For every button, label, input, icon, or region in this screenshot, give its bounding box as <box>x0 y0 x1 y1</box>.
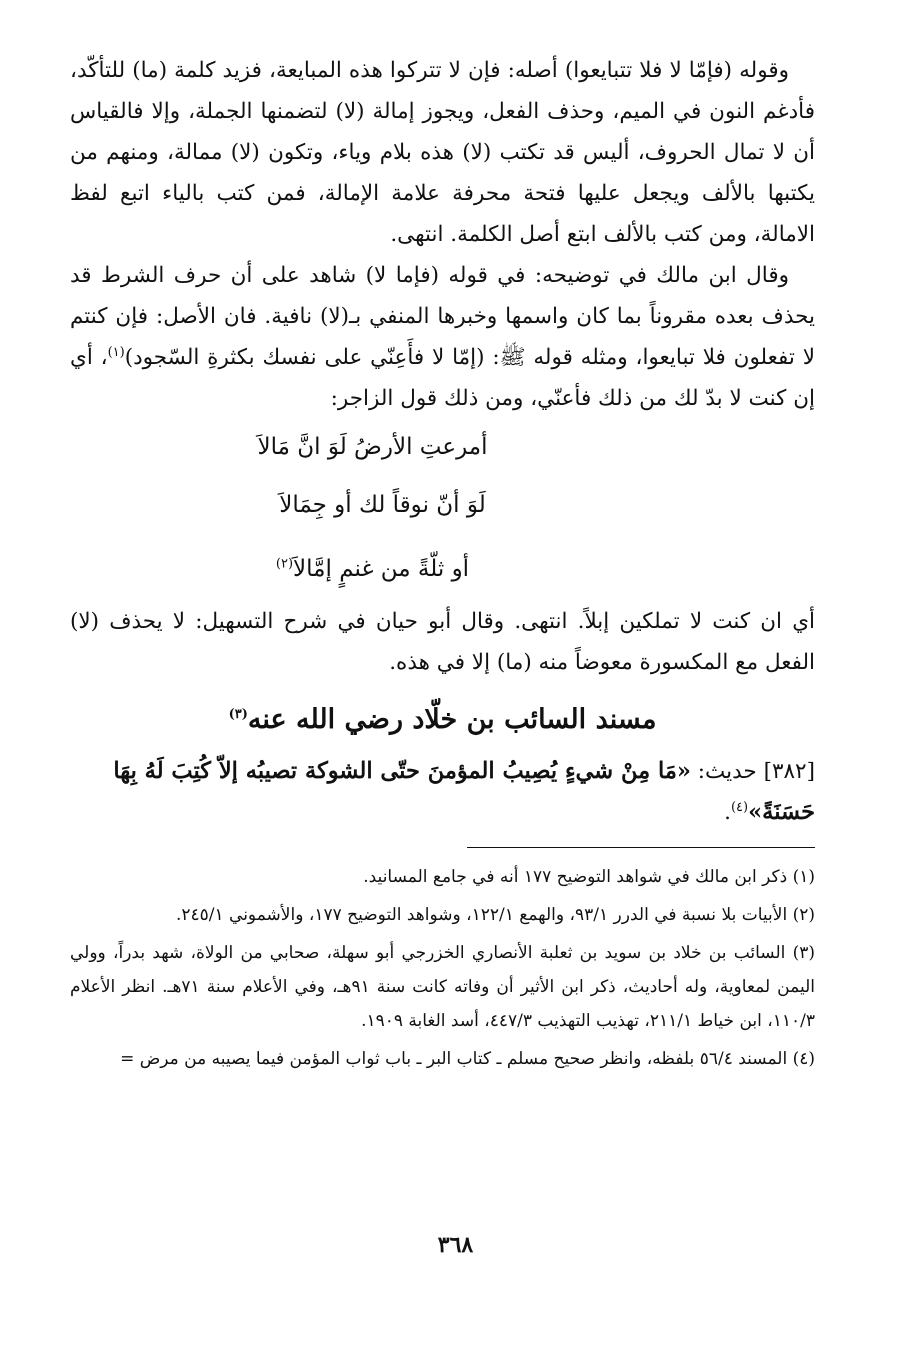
poem <box>70 421 815 601</box>
hadith-text: «مَا مِنْ شيءٍ يُصِيبُ المؤمنَ حتّى الشوكة تصيبُه إلاّ كُتِبَ لَهُ بِهَا حَسَنَةً» <box>113 758 815 825</box>
section-title: مسند السائب بن خلّاد رضي الله عنه <box>247 704 657 735</box>
paragraph-3: أي ان كنت لا تملكين إبلاً. انتهى. وقال أبو حيان في شرح التسهيل: لا يحذف (لا) الفعل مع المكسورة معوضاً منه (ما) إلا في هذه. <box>70 609 815 675</box>
hadith-end: . <box>724 800 731 825</box>
hadith-number: [٣٨٢] <box>763 759 815 784</box>
hadith-label: حديث: <box>697 759 757 784</box>
footnote-divider <box>467 847 815 848</box>
page-number: ٣٦٨ <box>437 1232 474 1258</box>
paragraph-2 <box>70 255 815 419</box>
paragraph-1: وقوله (فإمّا لا فلا تتبايعوا) أصله: فإن لا تتركوا هذه المبايعة، فزيد كلمة (ما) للتأكّد، فأدغم النون في الميم، وحذف الفعل، ويجوز إمالة (لا) لتضمنها الجملة، وإلا فالقياس أن لا تمال الحروف، أليس قد تكتب (لا) هذه بلام وياء، وتكون (لا) ممالة، ومنهم من يكتبها بالألف ويجعل عليها فتحة محرفة علامة الإمالة، فمن كتب بالياء اتبع لفظ الامالة، ومن كتب بالألف ابتع أصل الكلمة. انتهى. <box>70 58 815 247</box>
main-text <box>70 50 815 833</box>
footnote-ref-2[interactable]: (٢) <box>275 556 294 572</box>
verse-line-1: أمرعتِ الأرضُ لَوَ انَّ مَالاَ <box>257 434 488 460</box>
paragraph-2-text-end: ، أي إن كنت لا بدّ لك من ذلك فأعنّي، ومن ذلك قول الزاجر: <box>70 345 815 411</box>
hadith-entry <box>70 751 815 833</box>
footnote-1: (١) ذكر ابن مالك في شواهد التوضيح ١٧٧ أنه في جامع المسانيد. <box>363 867 815 887</box>
verse-line-2: لَوَ أنّ نوقاً لك أو جِمَالاَ <box>279 492 486 518</box>
footnote-ref-1[interactable]: (١) <box>107 344 125 360</box>
paragraph-2-text: وقال ابن مالك في توضيحه: في قوله (فإما لا) شاهد على أن حرف الشرط قد يحذف بعده مقروناً بما كان واسمها وخبرها المنفي بـ(لا) نافية. فان الأصل: فإن كنتم لا تفعلون فلا تبايعوا، ومثله قوله ﷺ: (إمّا لا فأَعِنّي على نفسك بكثرةِ السّجود) <box>70 263 815 370</box>
footnote-ref-4[interactable]: (٤) <box>730 799 749 815</box>
section-heading <box>70 695 815 745</box>
verse-line-3 <box>0 537 745 601</box>
footnote-3: (٣) السائب بن خلاد بن سويد بن ثعلبة الأنصاري الخزرجي أبو سهلة، صحابي من الولاة، شهد بدراً، وولي اليمن لمعاوية، وله أحاديث، ذكر ابن الأثير أن وفاته كانت سنة ٩١هـ، وفي الأعلام سنة ٧١هـ. انظر الأعلام ١١٠/٣، ابن خياط ٢١١/١، تهذيب التهذيب ٤٤٧/٣، أسد الغابة ١٩٠٩. <box>70 943 815 1031</box>
verse-line-3-text: أو ثلّةً من غنمٍ إمَّالاَ <box>293 556 470 582</box>
footnote-4: (٤) المسند ٥٦/٤ بلفظه، وانظر صحيح مسلم ـ كتاب البر ـ باب ثواب المؤمن فيما يصيبه من مرض = <box>120 1049 815 1069</box>
footnote-ref-3[interactable]: (٣) <box>228 707 248 722</box>
footnotes <box>70 860 815 1076</box>
footnote-2: (٢) الأبيات بلا نسبة في الدرر ٩٣/١، والهمع ١٢٢/١، وشواهد التوضيح ١٧٧، والأشموني ٢٤٥/١. <box>175 905 815 925</box>
